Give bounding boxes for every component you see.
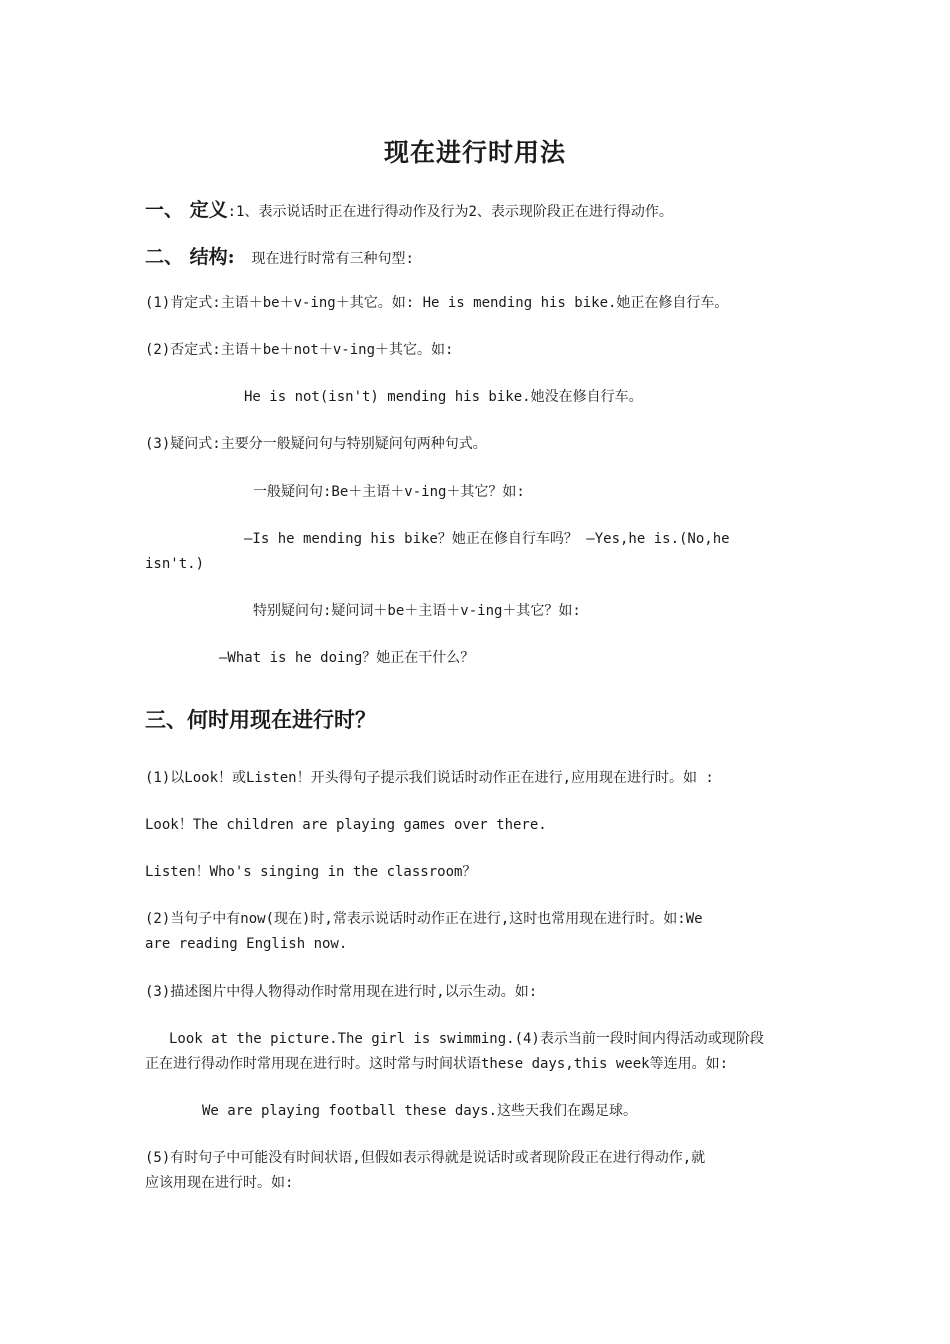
usage-5-line-1: (5)有时句子中可能没有时间状语,但假如表示得就是说话时或者现阶段正在进行得动作,就	[145, 1150, 706, 1166]
special-question-form: 特别疑问句:疑问词＋be＋主语＋v-ing＋其它？如:	[253, 603, 581, 619]
section-definition-text: :1、表示说话时正在进行得动作及行为2、表示现阶段正在进行得动作。	[227, 204, 673, 220]
general-question-form: 一般疑问句:Be＋主语＋v-ing＋其它？如:	[253, 484, 525, 500]
section-definition	[145, 198, 815, 225]
usage-3-example-line-2: 正在进行得动作时常用现在进行时。这时常与时间状语these days,this week等连用。如:	[145, 1056, 729, 1072]
affirmative-form: (1)肯定式:主语＋be＋v-ing＋其它。如: He is mending his bike.她正在修自行车。	[145, 295, 729, 311]
general-question-example: —Is he mending his bike？她正在修自行车吗？ —Yes,he is.(No,he	[244, 531, 730, 547]
page-title: 现在进行时用法	[383, 138, 566, 167]
section-structure-label: 二、 结构:	[145, 246, 235, 268]
usage-5-line-2: 应该用现在进行时。如:	[145, 1175, 294, 1191]
usage-4-example: We are playing football these days.这些天我们在踢足球。	[202, 1103, 638, 1119]
section-structure	[145, 245, 815, 272]
usage-1-example-2: Listen！Who's singing in the classroom？	[145, 864, 477, 880]
negative-form: (2)否定式:主语＋be＋not＋v-ing＋其它。如:	[145, 342, 454, 358]
usage-3: (3)描述图片中得人物得动作时常用现在进行时,以示生动。如:	[145, 984, 538, 1000]
negative-example: He is not(isn't) mending his bike.她没在修自行车。	[244, 389, 643, 405]
general-question-example-cont: isn't.)	[145, 556, 205, 572]
section-structure-text: 现在进行时常有三种句型:	[251, 251, 414, 267]
usage-1: (1)以Look！或Listen！开头得句子提示我们说话时动作正在进行,应用现在进行时。如 :	[145, 770, 714, 786]
usage-2-line-2: are reading English now.	[145, 936, 348, 952]
interrogative-form: (3)疑问式:主要分一般疑问句与特别疑问句两种句式。	[145, 436, 487, 452]
usage-2-line-1: (2)当句子中有now(现在)时,常表示说话时动作正在进行,这时也常用现在进行时。如:We	[145, 911, 703, 927]
special-question-example: —What is he doing？她正在干什么？	[219, 650, 475, 666]
usage-3-example-line-1: Look at the picture.The girl is swimming.(4)表示当前一段时间内得活动或现阶段	[169, 1031, 764, 1047]
usage-1-example-1: Look！The children are playing games over there.	[145, 817, 547, 833]
section-when-heading: 三、何时用现在进行时？	[145, 707, 376, 732]
section-definition-label: 一、 定义	[145, 199, 228, 221]
